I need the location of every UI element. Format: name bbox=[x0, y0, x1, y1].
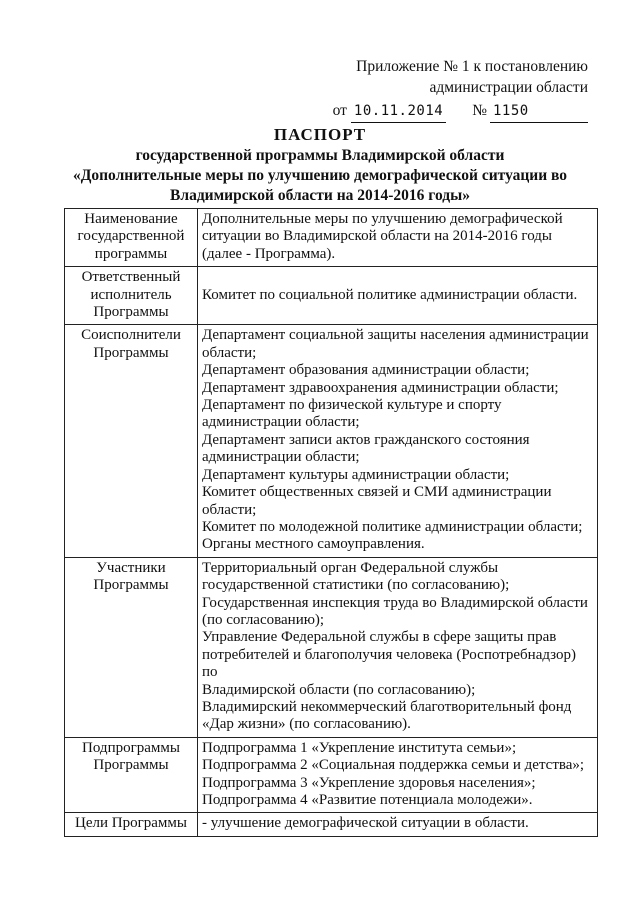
row-value-text: администрации области; bbox=[202, 414, 360, 431]
annex-header bbox=[298, 56, 588, 123]
row-value-cell bbox=[198, 267, 598, 325]
table-row bbox=[65, 557, 598, 737]
row-label-text: государственной bbox=[77, 228, 185, 245]
row-label-cell bbox=[65, 557, 198, 737]
row-label-text: Программы bbox=[93, 304, 169, 321]
passport-table-body bbox=[65, 209, 598, 837]
decree-reference bbox=[298, 100, 588, 123]
row-label-text: Подпрограммы bbox=[82, 739, 180, 756]
row-value-text: Территориальный орган Федеральной службы bbox=[202, 559, 499, 576]
row-value-text: Дополнительные меры по улучшению демографической bbox=[202, 211, 563, 227]
row-label-cell bbox=[65, 209, 198, 267]
row-value-text: ситуации во Владимирской области на 2014-2016 годы bbox=[202, 228, 552, 245]
row-label-text: Цели Программы bbox=[75, 815, 187, 832]
row-value-text: «Дар жизни» (по согласованию). bbox=[202, 716, 411, 733]
title-line-1: государственной программы Владимирской области bbox=[135, 147, 505, 164]
row-value-cell bbox=[198, 557, 598, 737]
row-value-text: области; bbox=[202, 344, 257, 361]
row-value-cell bbox=[198, 325, 598, 557]
row-value-text: Подпрограмма 3 «Укрепление здоровья населения»; bbox=[202, 774, 536, 791]
row-label-text: Программы bbox=[93, 757, 169, 774]
decree-number: 1150 bbox=[490, 101, 588, 123]
date-label: от bbox=[332, 102, 347, 119]
row-label-text: Соисполнители bbox=[81, 327, 181, 344]
row-value-text: Комитет общественных связей и СМИ администрации bbox=[202, 484, 552, 501]
row-value-text: государственной статистики (по согласованию); bbox=[202, 577, 510, 594]
row-label-cell bbox=[65, 813, 198, 836]
number-label: № bbox=[472, 102, 487, 119]
table-row bbox=[65, 737, 598, 813]
row-value-text: области; bbox=[202, 501, 257, 518]
row-value-text: Владимирский некоммерческий благотворительный фонд bbox=[202, 698, 572, 715]
row-value-text: Департамент записи актов гражданского состояния bbox=[202, 431, 530, 448]
table-row bbox=[65, 209, 598, 267]
row-value-text: Подпрограмма 4 «Развитие потенциала молодежи». bbox=[202, 792, 533, 808]
row-value-text: Департамент культуры администрации области; bbox=[202, 466, 510, 483]
row-value-text: Владимирской области (по согласованию); bbox=[202, 681, 476, 698]
row-value-text: Департамент по физической культуре и спорту bbox=[202, 397, 502, 414]
row-label-cell bbox=[65, 325, 198, 557]
row-label-text: Участники bbox=[96, 559, 166, 576]
row-value-text: Комитет по молодежной политике администрации области; bbox=[202, 518, 583, 535]
row-value-text: потребителей и благополучия человека (Роспотребнадзор) по bbox=[202, 646, 577, 681]
row-value-text: Органы местного самоуправления. bbox=[202, 536, 425, 553]
row-label-text: Программы bbox=[93, 577, 169, 594]
row-value-text: Департамент образования администрации области; bbox=[202, 362, 530, 379]
row-label-text: Наименование bbox=[84, 211, 178, 227]
row-label-text: исполнитель bbox=[90, 286, 172, 303]
title-line-3: Владимирской области на 2014-2016 годы» bbox=[170, 187, 470, 204]
document-title-block bbox=[40, 124, 600, 206]
row-label-text: Программы bbox=[93, 344, 169, 361]
row-value-text: Департамент здравоохранения администрации области; bbox=[202, 379, 559, 396]
row-value-text: Департамент социальной защиты населения администрации bbox=[202, 327, 589, 344]
row-label-cell bbox=[65, 267, 198, 325]
passport-table bbox=[64, 208, 598, 837]
row-value-text: администрации области; bbox=[202, 449, 360, 466]
table-row bbox=[65, 813, 598, 836]
annex-line-2: администрации области bbox=[429, 79, 588, 96]
row-label-cell bbox=[65, 737, 198, 813]
row-value-cell bbox=[198, 737, 598, 813]
table-row bbox=[65, 325, 598, 557]
table-row bbox=[65, 267, 598, 325]
row-value-text: Подпрограмма 1 «Укрепление института семьи»; bbox=[202, 739, 517, 756]
row-value-text: Подпрограмма 2 «Социальная поддержка семьи и детства»; bbox=[202, 757, 585, 774]
row-value-text: Государственная инспекция труда во Владимирской области bbox=[202, 594, 588, 611]
row-value-text: (по согласованию); bbox=[202, 611, 325, 628]
row-value-cell bbox=[198, 813, 598, 836]
row-value-text: Комитет по социальной политике администрации области. bbox=[202, 286, 578, 303]
title-line-2: «Дополнительные меры по улучшению демографической ситуации во bbox=[72, 167, 568, 184]
row-label-text: Ответственный bbox=[81, 269, 181, 286]
row-value-text: (далее - Программа). bbox=[202, 245, 336, 262]
row-label-text: программы bbox=[94, 245, 168, 262]
row-value-text: Управление Федеральной службы в сфере защиты прав bbox=[202, 629, 557, 646]
row-value-text: - улучшение демографической ситуации в области. bbox=[202, 815, 529, 832]
decree-date: 10.11.2014 bbox=[351, 101, 446, 123]
annex-line-1: Приложение № 1 к постановлению bbox=[356, 58, 588, 75]
document-title: ПАСПОРТ bbox=[273, 125, 367, 144]
row-value-cell bbox=[198, 209, 598, 267]
